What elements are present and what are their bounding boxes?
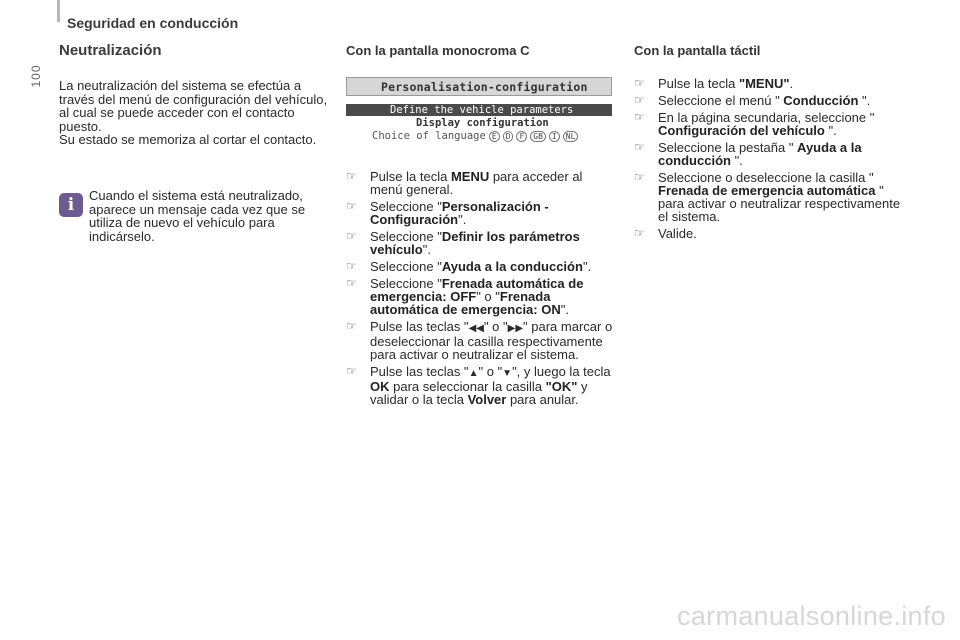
touchscreen-heading: Con la pantalla táctil — [634, 43, 761, 58]
step-item: ☞ Seleccione la pestaña " Ayuda a la conducción ". — [634, 140, 862, 168]
step-item: ☞ Seleccione "Ayuda a la conducción". — [346, 259, 592, 274]
screen-title-bar: Personalisation-configuration — [346, 77, 612, 96]
step-item: ☞ Pulse las teclas "◀◀" o "▶▶" para marcar o deseleccionar la casilla respectivamente para activar o neutralizar el sistema. — [346, 319, 613, 362]
pointing-hand-icon: ☞ — [634, 226, 645, 240]
rewind-icon: ◀◀ — [468, 323, 484, 334]
touchscreen-steps — [634, 77, 906, 244]
info-note-text: Cuando el sistema está neutralizado, aparece un mensaje cada vez que se utiliza de nuevo el vehículo para indicárselo. — [89, 188, 306, 244]
pointing-hand-icon: ☞ — [346, 199, 357, 213]
pointing-hand-icon: ☞ — [634, 110, 645, 124]
step-item: ☞ Pulse la tecla "MENU". — [634, 76, 794, 91]
screen-row-language: Choice of language E D F GB I NL — [372, 130, 578, 142]
monochrome-steps — [346, 170, 614, 410]
step-item: ☞ Valide. — [634, 226, 697, 241]
pointing-hand-icon: ☞ — [346, 319, 357, 333]
pointing-hand-icon: ☞ — [346, 169, 357, 183]
memory-paragraph: Su estado se memoriza al cortar el contacto. — [59, 132, 317, 147]
monochrome-heading: Con la pantalla monocroma C — [346, 43, 530, 58]
pointing-hand-icon: ☞ — [346, 364, 357, 378]
screen-row-display: Display configuration — [416, 117, 549, 129]
step-item: ☞ Pulse las teclas "▲" o "▼", y luego la tecla OK para seleccionar la casilla "OK" y validar o la tecla Volver para anular. — [346, 364, 611, 407]
arrow-up-icon: ▲ — [468, 368, 479, 379]
page-number: 100 — [29, 64, 43, 88]
pointing-hand-icon: ☞ — [634, 170, 645, 184]
step-item: ☞ Seleccione "Definir los parámetros vehículo". — [346, 229, 580, 257]
pointing-hand-icon: ☞ — [346, 229, 357, 243]
screen-selected-row: Define the vehicle parameters — [346, 104, 612, 116]
step-item: ☞ Seleccione "Frenada automática de emergencia: OFF" o "Frenada automática de emergencia: ON". — [346, 276, 584, 317]
page-header-title: Seguridad en conducción — [67, 15, 239, 31]
step-item: ☞ Seleccione o deseleccione la casilla " Frenada de emergencia automática " para activar o neutralizar respectivamente el sistema. — [634, 170, 901, 224]
header-accent-bar — [57, 0, 60, 22]
step-item: ☞ Pulse la tecla MENU para acceder al menú general. — [346, 169, 583, 197]
info-note — [59, 189, 339, 249]
pointing-hand-icon: ☞ — [634, 93, 645, 107]
pointing-hand-icon: ☞ — [634, 76, 645, 90]
pointing-hand-icon: ☞ — [346, 276, 357, 290]
step-item: ☞ Seleccione "Personalización - Configuración". — [346, 199, 549, 227]
pointing-hand-icon: ☞ — [346, 259, 357, 273]
monochrome-screen-image — [346, 77, 612, 143]
pointing-hand-icon: ☞ — [634, 140, 645, 154]
step-item: ☞ Seleccione el menú " Conducción ". — [634, 93, 871, 108]
intro-paragraph: La neutralización del sistema se efectúa a través del menú de configuración del vehículo, al cual se puede acceder con el contacto puesto. — [59, 78, 328, 134]
fast-forward-icon: ▶▶ — [507, 323, 524, 334]
arrow-down-icon: ▼ — [502, 368, 513, 379]
info-icon: i — [59, 193, 83, 217]
watermark: carmanualsonline.info — [677, 601, 946, 631]
step-item: ☞ En la página secundaria, seleccione " Configuración del vehículo ". — [634, 110, 875, 138]
section-title: Neutralización — [59, 42, 162, 59]
